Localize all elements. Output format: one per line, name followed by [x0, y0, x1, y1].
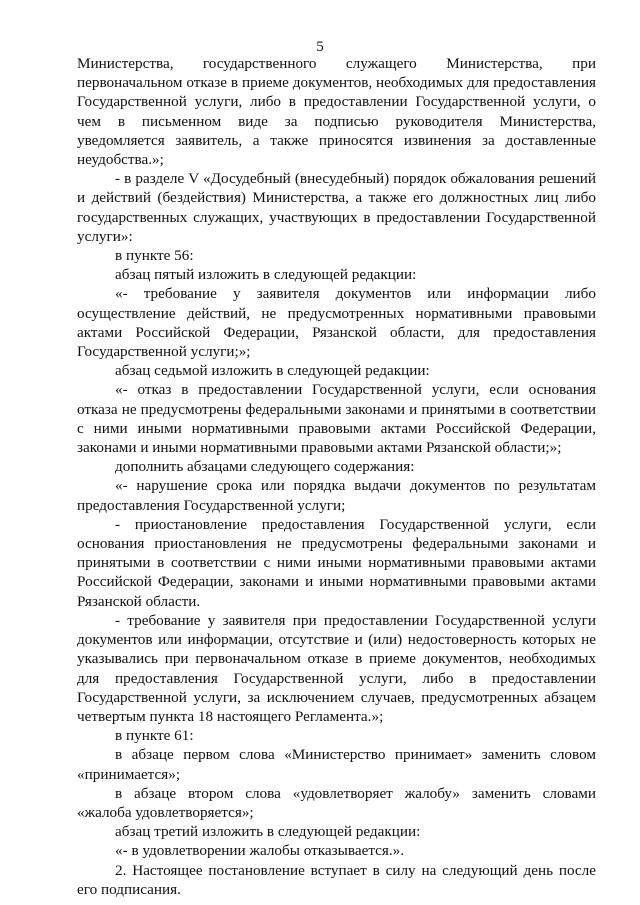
paragraph: - требование у заявителя при предоставлении Государственной услуги документов или информации, отсутствие и (или) недостоверность которых не указывались при первоначальном отказе в приеме документов, необходимых для предоставления Государственной услуги, либо в предоставлении Государственной услуги, за исключением случаев, предусмотренных абзацем четвертым пункта 18 настоящего Регламента.»;: [77, 611, 596, 725]
paragraph: «- в удовлетворении жалобы отказывается.».: [115, 842, 405, 860]
paragraph: абзац пятый изложить в следующей редакции:: [115, 266, 417, 284]
paragraph: «- требование у заявителя документов или информации либо осуществление действий, не предусмотренных нормативными правовыми актами Российской Федерации, Рязанской области, для предоставления Государственной услуги;»;: [77, 285, 596, 361]
paragraph: абзац третий изложить в следующей редакции:: [115, 823, 421, 841]
paragraph: в абзаце втором слова «удовлетворяет жалобу» заменить словами «жалоба удовлетворяется»;: [77, 784, 596, 821]
paragraph: в абзаце первом слова «Министерство принимает» заменить словом «принимается»;: [77, 746, 596, 783]
document-body: [77, 54, 596, 899]
paragraph: в пункте 61:: [115, 727, 194, 745]
page-number: 5: [316, 39, 324, 55]
paragraph: 2. Настоящее постановление вступает в силу на следующий день после его подписания.: [77, 861, 596, 898]
paragraph: - в разделе V «Досудебный (внесудебный) порядок обжалования решений и действий (бездействия) Министерства, а также его должностных лиц либо государственных служащих, участвующих в предоставлении Государственной услуги»:: [77, 170, 596, 245]
paragraph: Министерства, государственного служащего Министерства, при первоначальном отказе в приеме документов, необходимых для предоставления Государственной услуги, либо в предоставлении Государственной услуги, о чем в письменном виде за подписью руководителя Министерства, уведомляется заявитель, а также приносятся извинения за доставленные неудобства.»;: [77, 55, 596, 169]
paragraph: «- отказ в предоставлении Государственной услуги, если основания отказа не предусмотрены федеральными законами и принятыми в соответствии с ними иными нормативными правовыми актами Российской Федерации, законами и иными нормативными правовыми актами Рязанской области;»;: [77, 381, 596, 457]
paragraph: - приостановление предоставления Государственной услуги, если основания приостановления не предусмотрены федеральными законами и принятыми в соответствии с ними иными нормативными правовыми актами Российской Федерации, законами и иными нормативными правовыми актами Рязанской области.: [77, 515, 596, 610]
paragraph: в пункте 56:: [115, 247, 194, 265]
paragraph: «- нарушение срока или порядка выдачи документов по результатам предоставления Государственной услуги;: [77, 477, 596, 514]
paragraph: дополнить абзацами следующего содержания:: [115, 458, 415, 476]
paragraph: абзац седьмой изложить в следующей редакции:: [115, 362, 430, 380]
